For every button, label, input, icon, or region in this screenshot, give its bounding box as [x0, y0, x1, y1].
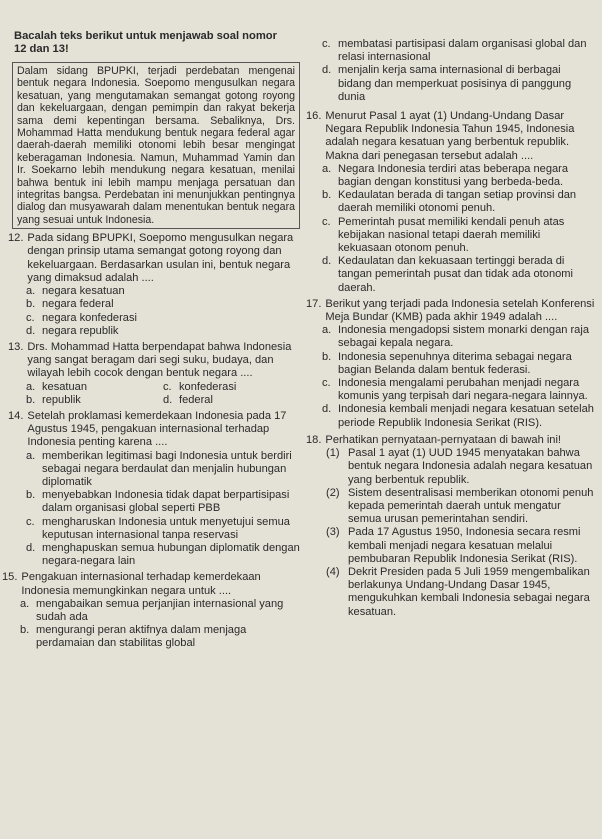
question-number: 15. — [2, 571, 18, 584]
question-number: 17. — [306, 297, 322, 310]
question-16 — [306, 110, 596, 295]
option-b[interactable]: b. mengurangi peran aktifnya dalam menjaga perdamaian dan stabilitas global — [20, 624, 247, 650]
instruction-line-1: Bacalah teks berikut untuk menjawab soal nomor — [14, 30, 277, 42]
question-number: 18. — [306, 433, 322, 446]
option-c[interactable]: c. mengharuskan Indonesia untuk menyetujui semua keputusan internasional tanpa reservasi — [26, 515, 290, 541]
question-18 — [306, 434, 596, 619]
option-b[interactable]: b. republik — [26, 393, 81, 406]
statement-4: (4) Dekrit Presiden pada 5 Juli 1959 mengembalikan berlakunya Undang-Undang Dasar 1945, mengukuhkan kembali Indonesia sebagai negara kesatuan. — [326, 565, 590, 618]
right-column — [306, 38, 596, 619]
option-c[interactable]: c. negara konfederasi — [26, 311, 137, 324]
question-13 — [8, 341, 300, 407]
question-number: 16. — [306, 110, 322, 123]
option-d[interactable]: d. federal — [163, 393, 213, 406]
question-stem: Pada sidang BPUPKI, Soepomo mengusulkan negara dengan prinsip utama semangat gotong royong dan kekeluargaan. Berdasarkan usulan ini, bentuk negara yang dimaksud adalah .... — [27, 232, 294, 284]
option-a[interactable]: a. Negara Indonesia terdiri atas beberapa negara bagian dengan konstitusi yang berbeda-beda. — [322, 162, 569, 189]
option-b[interactable]: b. negara federal — [26, 298, 114, 311]
option-c[interactable]: c. Indonesia mengalami perubahan menjadi negara komunis yang terpisah dari negara-negara lainnya. — [322, 377, 588, 403]
left-column — [2, 58, 300, 651]
option-a[interactable]: a. Indonesia mengadopsi sistem monarki dengan raja sebagai kepala negara. — [322, 324, 589, 350]
option-d[interactable]: d. Kedaulatan dan kekuasaan tertinggi berada di tangan pemerintah pusat dan tidak ada otonomi daerah. — [322, 255, 573, 294]
question-17 — [306, 298, 596, 430]
option-d[interactable]: d. menjalin kerja sama internasional di berbagai bidang dan memperkuat posisinya di panggung dunia — [322, 64, 572, 103]
question-12 — [8, 232, 300, 338]
question-stem: Berikut yang terjadi pada Indonesia setelah Konferensi Meja Bundar (KMB) pada akhir 1949 adalah .... — [325, 297, 595, 324]
statement-1: (1) Pasal 1 ayat (1) UUD 1945 menyatakan bahwa bentuk negara Indonesia adalah negara kesatuan yang berbentuk republik. — [326, 447, 593, 486]
question-14 — [8, 410, 300, 568]
question-stem: Menurut Pasal 1 ayat (1) Undang-Undang Dasar Negara Republik Indonesia Tahun 1945, Indonesia adalah negara kesatuan yang berbentuk republik. Makna dari penegasan tersebut adalah .... — [325, 110, 575, 162]
option-d[interactable]: d. menghapuskan semua hubungan diplomatik dengan negara-negara lain — [26, 541, 300, 568]
option-c[interactable]: c. konfederasi — [163, 380, 237, 393]
statement-3: (3) Pada 17 Agustus 1950, Indonesia secara resmi kembali menjadi negara kesatuan melalui pembubaran Republik Indonesia Serikat (RIS). — [326, 526, 581, 565]
option-a[interactable]: a. kesatuan — [26, 380, 88, 393]
option-b[interactable]: b. menyebabkan Indonesia tidak dapat berpartisipasi dalam organisasi global seperti PBB — [26, 489, 290, 515]
option-d[interactable]: d. negara republik — [26, 324, 119, 337]
option-c[interactable]: c. Pemerintah pusat memiliki kendali penuh atas kebijakan nasional tetapi daerah memiliki kekuasaan otonom penuh. — [322, 215, 565, 255]
option-a[interactable]: a. mengabaikan semua perjanjian internasional yang sudah ada — [20, 597, 284, 623]
instruction-line-2: 12 dan 13! — [14, 43, 69, 55]
option-b[interactable]: b. Kedaulatan berada di tangan setiap provinsi dan daerah memiliki otonomi penuh. — [322, 189, 577, 215]
question-number: 12. — [8, 232, 24, 245]
option-a[interactable]: a. memberikan legitimasi bagi Indonesia untuk berdiri sebagai negara berdaulat dan menjalin hubungan diplomatik — [26, 449, 292, 488]
option-b[interactable]: b. Indonesia sepenuhnya diterima sebagai negara bagian Belanda dalam bentuk federasi. — [322, 350, 572, 376]
question-stem: Setelah proklamasi kemerdekaan Indonesia pada 17 Agustus 1945, pengakuan internasional terhadap Indonesia penting karena .... — [27, 409, 287, 449]
question-stem: Pengakuan internasional terhadap kemerdekaan Indonesia memungkinkan negara untuk .... — [21, 571, 261, 597]
option-c[interactable]: c. membatasi partisipasi dalam organisasi global dan relasi internasional — [322, 38, 587, 64]
option-a[interactable]: a. negara kesatuan — [26, 285, 125, 298]
instruction-header — [14, 30, 277, 56]
question-number: 13. — [8, 340, 24, 353]
reading-passage: Dalam sidang BPUPKI, terjadi perdebatan mengenai bentuk negara Indonesia. Soepomo mengusulkan negara kesatuan, yang mengutamakan semangat gotong royong dan kekeluargaan, dengan pemimpin dan rakyat bekerja sama demi kepentingan bersama. Sebaliknya, Drs. Mohammad Hatta mendukung bentuk negara federal agar daerah-daerah memiliki otonomi lebih besar mengingat keberagaman Indonesia. Namun, Muhammad Yamin dan Ir. Soekarno lebih mendukung negara kesatuan, menilai bahwa bentuk ini lebih mampu menjaga persatuan dan integritas bangsa. Perdebatan ini menunjukkan pentingnya dialog dan musyawarah dalam menentukan bentuk negara yang sesuai untuk Indonesia. — [12, 62, 300, 229]
question-15 — [2, 571, 300, 650]
question-stem: Perhatikan pernyataan-pernyataan di bawah ini! — [325, 433, 562, 446]
question-number: 14. — [8, 409, 24, 422]
statement-2: (2) Sistem desentralisasi memberikan otonomi penuh kepada pemerintah daerah untuk mengatur semua urusan pemerintahan sendiri. — [326, 486, 594, 526]
option-d[interactable]: d. Indonesia kembali menjadi negara kesatuan setelah periode Republik Indonesia Serikat (RIS). — [322, 403, 594, 429]
question-stem: Drs. Mohammad Hatta berpendapat bahwa Indonesia yang sangat beragam dari segi suku, budaya, dan wilayah lebih cocok dengan bentuk negara .... — [27, 340, 292, 380]
previous-question-tail — [306, 38, 596, 104]
